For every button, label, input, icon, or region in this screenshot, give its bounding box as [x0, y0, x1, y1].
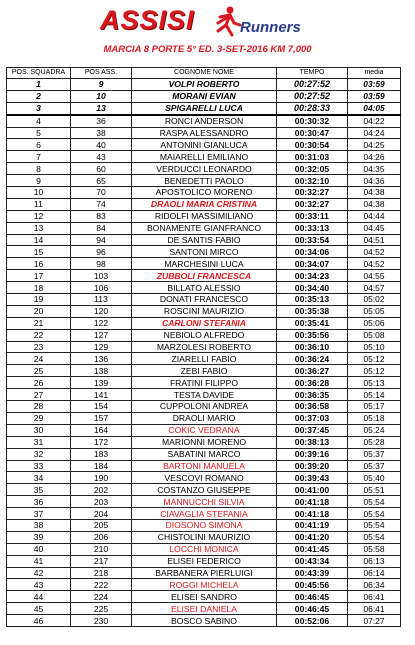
table-row [7, 329, 401, 341]
table-row [7, 175, 401, 187]
name-cell: DRAOLI MARIO [132, 412, 277, 424]
avg-cell: 05:54 [348, 519, 401, 531]
assisi-runners-logo [100, 5, 325, 39]
name-cell: ZUBBOLI FRANCESCA [132, 270, 277, 282]
time-cell: 00:37:45 [277, 424, 348, 436]
avg-cell: 04:26 [348, 151, 401, 163]
header-cognome-nome: COGNOME NOME [132, 68, 277, 79]
pos-cell: 15 [7, 246, 71, 258]
table-row [7, 341, 401, 353]
table-row [7, 389, 401, 401]
avg-cell: 05:37 [348, 460, 401, 472]
time-cell: 00:36:24 [277, 353, 348, 365]
table-row [7, 472, 401, 484]
ass-cell: 113 [71, 294, 132, 306]
name-cell: ROSCINI MAURIZIO [132, 305, 277, 317]
name-cell: RONCI ANDERSON [132, 115, 277, 127]
table-row [7, 412, 401, 424]
time-cell: 00:36:10 [277, 341, 348, 353]
time-cell: 00:41:20 [277, 531, 348, 543]
table-row [7, 353, 401, 365]
avg-cell: 05:10 [348, 341, 401, 353]
time-cell: 00:34:23 [277, 270, 348, 282]
time-cell: 00:37:03 [277, 412, 348, 424]
pos-cell: 33 [7, 460, 71, 472]
table-row [7, 365, 401, 377]
avg-cell: 04:36 [348, 175, 401, 187]
table-row [7, 163, 401, 175]
ass-cell: 164 [71, 424, 132, 436]
ass-cell: 103 [71, 270, 132, 282]
avg-cell: 05:08 [348, 329, 401, 341]
pos-cell: 22 [7, 329, 71, 341]
avg-cell: 04:52 [348, 246, 401, 258]
name-cell: MARZOLESI ROBERTO [132, 341, 277, 353]
avg-cell: 04:24 [348, 127, 401, 139]
time-cell: 00:36:28 [277, 377, 348, 389]
ass-cell: 203 [71, 496, 132, 508]
name-cell: DE SANTIS FABIO [132, 234, 277, 246]
ass-cell: 190 [71, 472, 132, 484]
pos-cell: 14 [7, 234, 71, 246]
ass-cell: 224 [71, 591, 132, 603]
pos-cell: 18 [7, 282, 71, 294]
avg-cell: 05:18 [348, 412, 401, 424]
name-cell: ELISEI FEDERICO [132, 555, 277, 567]
name-cell: TESTA DAVIDE [132, 389, 277, 401]
time-cell: 00:27:52 [277, 90, 348, 102]
time-cell: 00:33:13 [277, 222, 348, 234]
time-cell: 00:41:18 [277, 508, 348, 520]
name-cell: SPIGARELLI LUCA [132, 102, 277, 114]
time-cell: 00:36:35 [277, 389, 348, 401]
avg-cell: 05:13 [348, 377, 401, 389]
table-row [7, 246, 401, 258]
table-row [7, 484, 401, 496]
pos-cell: 21 [7, 317, 71, 329]
pos-cell: 4 [7, 115, 71, 127]
time-cell: 00:32:27 [277, 198, 348, 210]
time-cell: 00:32:27 [277, 187, 348, 199]
table-row [7, 591, 401, 603]
table-row [7, 555, 401, 567]
time-cell: 00:36:27 [277, 365, 348, 377]
ass-cell: 65 [71, 175, 132, 187]
ass-cell: 96 [71, 246, 132, 258]
name-cell: CIAVAGLIA STEFANIA [132, 508, 277, 520]
pos-cell: 1 [7, 79, 71, 91]
ass-cell: 83 [71, 210, 132, 222]
header-pos-ass: POS ASS. [71, 68, 132, 79]
pos-cell: 32 [7, 448, 71, 460]
name-cell: ROGGI MICHELA [132, 579, 277, 591]
table-row [7, 496, 401, 508]
pos-cell: 40 [7, 543, 71, 555]
pos-cell: 6 [7, 139, 71, 151]
runner-icon [208, 5, 242, 37]
pos-cell: 35 [7, 484, 71, 496]
avg-cell: 04:05 [348, 102, 401, 114]
avg-cell: 06:13 [348, 555, 401, 567]
table-row [7, 258, 401, 270]
pos-cell: 26 [7, 377, 71, 389]
avg-cell: 04:25 [348, 139, 401, 151]
avg-cell: 05:54 [348, 508, 401, 520]
name-cell: DIOSONO SIMONA [132, 519, 277, 531]
avg-cell: 06:34 [348, 579, 401, 591]
name-cell: COSTANZO GIUSEPPE [132, 484, 277, 496]
time-cell: 00:31:03 [277, 151, 348, 163]
name-cell: LOCCHI MONICA [132, 543, 277, 555]
avg-cell: 05:37 [348, 448, 401, 460]
time-cell: 00:34:07 [277, 258, 348, 270]
time-cell: 00:35:13 [277, 294, 348, 306]
name-cell: ZIARELLI FABIO [132, 353, 277, 365]
time-cell: 00:39:43 [277, 472, 348, 484]
ass-cell: 36 [71, 115, 132, 127]
avg-cell: 05:12 [348, 365, 401, 377]
name-cell: MAIARELLI EMILIANO [132, 151, 277, 163]
name-cell: MARIONNI MORENO [132, 436, 277, 448]
avg-cell: 06:14 [348, 567, 401, 579]
table-header-row [7, 68, 401, 79]
table-row [7, 102, 401, 114]
ass-cell: 138 [71, 365, 132, 377]
name-cell: VESCOVI ROMANO [132, 472, 277, 484]
ass-cell: 127 [71, 329, 132, 341]
name-cell: BARBANERA PIERLUIGI [132, 567, 277, 579]
time-cell: 00:38:13 [277, 436, 348, 448]
pos-cell: 34 [7, 472, 71, 484]
time-cell: 00:43:39 [277, 567, 348, 579]
time-cell: 00:32:10 [277, 175, 348, 187]
ass-cell: 206 [71, 531, 132, 543]
table-row [7, 615, 401, 627]
avg-cell: 05:14 [348, 389, 401, 401]
table-row [7, 234, 401, 246]
avg-cell: 03:59 [348, 90, 401, 102]
name-cell: BILLATO ALESSIO [132, 282, 277, 294]
avg-cell: 05:06 [348, 317, 401, 329]
name-cell: CARLONI STEFANIA [132, 317, 277, 329]
table-row [7, 151, 401, 163]
name-cell: BONAMENTE GIANFRANCO [132, 222, 277, 234]
pos-cell: 30 [7, 424, 71, 436]
ass-cell: 60 [71, 163, 132, 175]
name-cell: APOSTOLICO MORENO [132, 187, 277, 199]
time-cell: 00:46:45 [277, 591, 348, 603]
avg-cell: 05:54 [348, 496, 401, 508]
results-table [6, 67, 401, 627]
table-row [7, 531, 401, 543]
pos-cell: 43 [7, 579, 71, 591]
time-cell: 00:33:11 [277, 210, 348, 222]
ass-cell: 184 [71, 460, 132, 472]
name-cell: BENEDETTI PAOLO [132, 175, 277, 187]
name-cell: SANTONI MIRCO [132, 246, 277, 258]
name-cell: VERDUCCI LEONARDO [132, 163, 277, 175]
pos-cell: 10 [7, 187, 71, 199]
ass-cell: 183 [71, 448, 132, 460]
avg-cell: 04:38 [348, 198, 401, 210]
pos-cell: 25 [7, 365, 71, 377]
pos-cell: 20 [7, 305, 71, 317]
pos-cell: 8 [7, 163, 71, 175]
avg-cell: 05:51 [348, 484, 401, 496]
header-pos-squadra: POS. SQUADRA [7, 68, 71, 79]
pos-cell: 28 [7, 401, 71, 413]
ass-cell: 217 [71, 555, 132, 567]
time-cell: 00:35:38 [277, 305, 348, 317]
table-row [7, 579, 401, 591]
time-cell: 00:41:45 [277, 543, 348, 555]
time-cell: 00:28:33 [277, 102, 348, 114]
name-cell: ELISEI DANIELA [132, 603, 277, 615]
name-cell: MANNUCCHI SILVIA [132, 496, 277, 508]
avg-cell: 05:05 [348, 305, 401, 317]
time-cell: 00:32:05 [277, 163, 348, 175]
pos-cell: 2 [7, 90, 71, 102]
time-cell: 00:46:45 [277, 603, 348, 615]
avg-cell: 04:22 [348, 115, 401, 127]
ass-cell: 222 [71, 579, 132, 591]
ass-cell: 154 [71, 401, 132, 413]
table-row [7, 198, 401, 210]
name-cell: FRATINI FILIPPO [132, 377, 277, 389]
table-row [7, 508, 401, 520]
ass-cell: 40 [71, 139, 132, 151]
pos-cell: 16 [7, 258, 71, 270]
time-cell: 00:41:00 [277, 484, 348, 496]
avg-cell: 03:59 [348, 79, 401, 91]
ass-cell: 157 [71, 412, 132, 424]
ass-cell: 139 [71, 377, 132, 389]
pos-cell: 29 [7, 412, 71, 424]
table-row [7, 270, 401, 282]
avg-cell: 04:44 [348, 210, 401, 222]
header-tempo: TEMPO [277, 68, 348, 79]
pos-cell: 11 [7, 198, 71, 210]
time-cell: 00:45:56 [277, 579, 348, 591]
avg-cell: 04:57 [348, 282, 401, 294]
logo-subtitle: Runners [240, 19, 301, 36]
name-cell: BARTONI MANUELA [132, 460, 277, 472]
ass-cell: 129 [71, 341, 132, 353]
pos-cell: 44 [7, 591, 71, 603]
name-cell: MORANI EVIAN [132, 90, 277, 102]
avg-cell: 06:41 [348, 603, 401, 615]
table-row [7, 377, 401, 389]
pos-cell: 9 [7, 175, 71, 187]
avg-cell: 04:52 [348, 258, 401, 270]
table-row [7, 294, 401, 306]
table-row [7, 567, 401, 579]
ass-cell: 172 [71, 436, 132, 448]
event-title: MARCIA 8 PORTE 5° ED. 3-SET-2016 KM 7,000 [103, 44, 312, 55]
pos-cell: 42 [7, 567, 71, 579]
table-row [7, 519, 401, 531]
ass-cell: 84 [71, 222, 132, 234]
time-cell: 00:35:56 [277, 329, 348, 341]
time-cell: 00:36:58 [277, 401, 348, 413]
pos-cell: 31 [7, 436, 71, 448]
avg-cell: 07:27 [348, 615, 401, 627]
time-cell: 00:43:34 [277, 555, 348, 567]
table-row [7, 115, 401, 127]
table-row [7, 603, 401, 615]
ass-cell: 204 [71, 508, 132, 520]
avg-cell: 05:24 [348, 424, 401, 436]
time-cell: 00:39:20 [277, 460, 348, 472]
pos-cell: 17 [7, 270, 71, 282]
name-cell: BOSCO SABINO [132, 615, 277, 627]
avg-cell: 05:58 [348, 543, 401, 555]
pos-cell: 39 [7, 531, 71, 543]
ass-cell: 141 [71, 389, 132, 401]
table-row [7, 317, 401, 329]
ass-cell: 43 [71, 151, 132, 163]
table-row [7, 460, 401, 472]
pos-cell: 27 [7, 389, 71, 401]
time-cell: 00:30:54 [277, 139, 348, 151]
header-media: media [348, 68, 401, 79]
time-cell: 00:30:47 [277, 127, 348, 139]
time-cell: 00:39:16 [277, 448, 348, 460]
ass-cell: 230 [71, 615, 132, 627]
pos-cell: 41 [7, 555, 71, 567]
ass-cell: 38 [71, 127, 132, 139]
results-body [7, 79, 401, 627]
ass-cell: 136 [71, 353, 132, 365]
ass-cell: 218 [71, 567, 132, 579]
pos-cell: 19 [7, 294, 71, 306]
ass-cell: 13 [71, 102, 132, 114]
pos-cell: 13 [7, 222, 71, 234]
table-row [7, 448, 401, 460]
name-cell: ANTONINI GIANLUCA [132, 139, 277, 151]
ass-cell: 202 [71, 484, 132, 496]
name-cell: ZEBI FABIO [132, 365, 277, 377]
name-cell: CHISTOLINI MAURIZIO [132, 531, 277, 543]
time-cell: 00:52:06 [277, 615, 348, 627]
ass-cell: 9 [71, 79, 132, 91]
table-row [7, 187, 401, 199]
avg-cell: 06:41 [348, 591, 401, 603]
ass-cell: 10 [71, 90, 132, 102]
pos-cell: 24 [7, 353, 71, 365]
time-cell: 00:41:19 [277, 519, 348, 531]
name-cell: DRAOLI MARIA CRISTINA [132, 198, 277, 210]
name-cell: DONATI FRANCESCO [132, 294, 277, 306]
table-row [7, 139, 401, 151]
ass-cell: 74 [71, 198, 132, 210]
table-row [7, 401, 401, 413]
pos-cell: 38 [7, 519, 71, 531]
table-row [7, 436, 401, 448]
ass-cell: 120 [71, 305, 132, 317]
avg-cell: 05:02 [348, 294, 401, 306]
table-row [7, 210, 401, 222]
avg-cell: 04:38 [348, 187, 401, 199]
avg-cell: 04:45 [348, 222, 401, 234]
name-cell: NEBIOLO ALFREDO [132, 329, 277, 341]
time-cell: 00:33:54 [277, 234, 348, 246]
name-cell: ELISEI SANDRO [132, 591, 277, 603]
avg-cell: 05:28 [348, 436, 401, 448]
pos-cell: 45 [7, 603, 71, 615]
pos-cell: 5 [7, 127, 71, 139]
name-cell: VOLPI ROBERTO [132, 79, 277, 91]
ass-cell: 210 [71, 543, 132, 555]
ass-cell: 94 [71, 234, 132, 246]
pos-cell: 12 [7, 210, 71, 222]
avg-cell: 04:55 [348, 270, 401, 282]
pos-cell: 3 [7, 102, 71, 114]
ass-cell: 98 [71, 258, 132, 270]
name-cell: CUPPOLONI ANDREA [132, 401, 277, 413]
time-cell: 00:41:18 [277, 496, 348, 508]
pos-cell: 23 [7, 341, 71, 353]
avg-cell: 05:54 [348, 531, 401, 543]
table-row [7, 424, 401, 436]
ass-cell: 122 [71, 317, 132, 329]
avg-cell: 04:35 [348, 163, 401, 175]
avg-cell: 05:12 [348, 353, 401, 365]
pos-cell: 7 [7, 151, 71, 163]
table-row [7, 79, 401, 91]
avg-cell: 05:17 [348, 401, 401, 413]
pos-cell: 36 [7, 496, 71, 508]
table-row [7, 305, 401, 317]
table-row [7, 222, 401, 234]
pos-cell: 37 [7, 508, 71, 520]
ass-cell: 205 [71, 519, 132, 531]
logo-title: ASSISI [100, 5, 195, 35]
time-cell: 00:27:52 [277, 79, 348, 91]
time-cell: 00:30:32 [277, 115, 348, 127]
avg-cell: 04:51 [348, 234, 401, 246]
ass-cell: 70 [71, 187, 132, 199]
table-row [7, 282, 401, 294]
name-cell: SABATINI MARCO [132, 448, 277, 460]
table-row [7, 543, 401, 555]
time-cell: 00:35:41 [277, 317, 348, 329]
table-row [7, 90, 401, 102]
ass-cell: 225 [71, 603, 132, 615]
table-row [7, 127, 401, 139]
time-cell: 00:34:06 [277, 246, 348, 258]
avg-cell: 05:40 [348, 472, 401, 484]
time-cell: 00:34:40 [277, 282, 348, 294]
name-cell: MARCHESINI LUCA [132, 258, 277, 270]
pos-cell: 46 [7, 615, 71, 627]
name-cell: RASPA ALESSANDRO [132, 127, 277, 139]
name-cell: RIDOLFI MASSIMILIANO [132, 210, 277, 222]
name-cell: COKIC VEDRANA [132, 424, 277, 436]
ass-cell: 106 [71, 282, 132, 294]
